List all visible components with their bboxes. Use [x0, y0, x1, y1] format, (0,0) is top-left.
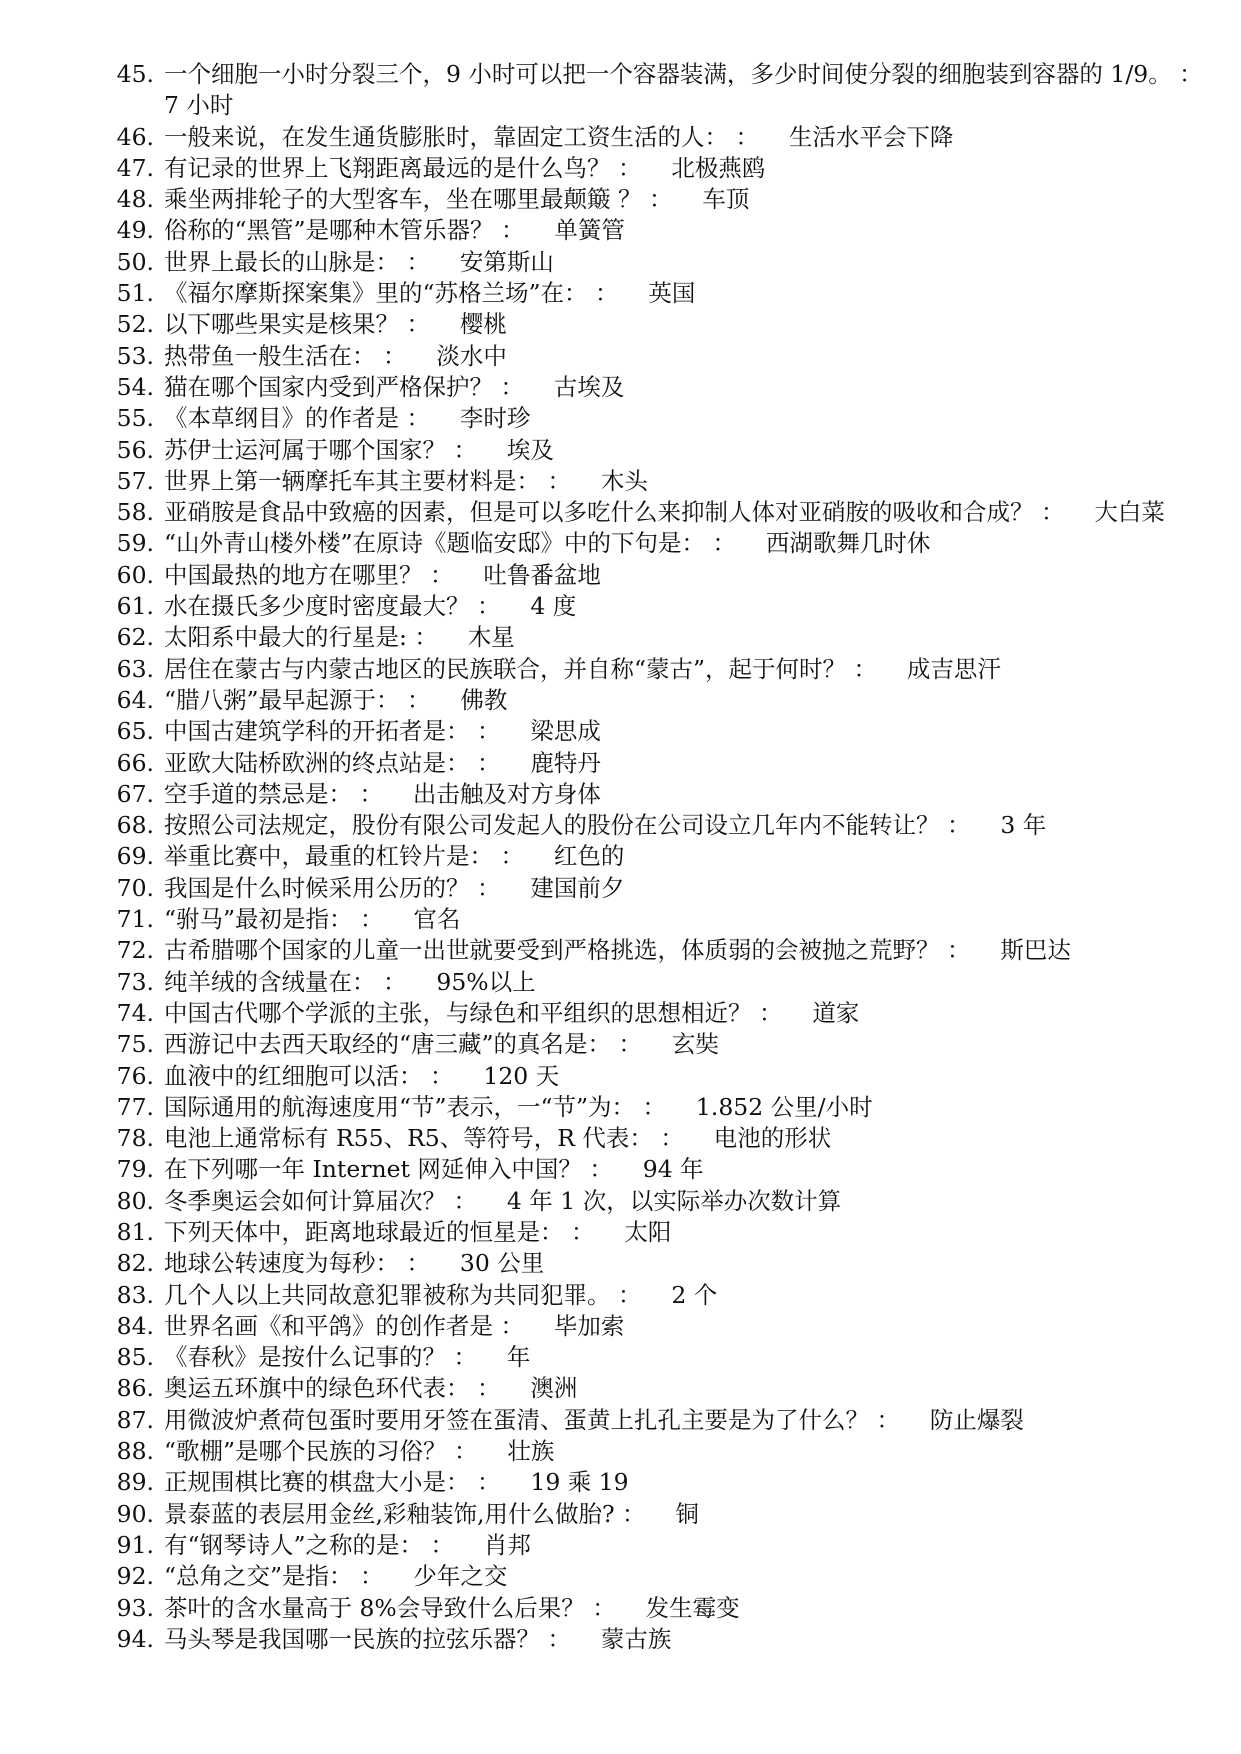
question-text: 苏伊士运河属于哪个国家？ ：	[164, 435, 477, 464]
answer-text: 发生霉变	[645, 1593, 740, 1622]
answer-text: 太阳	[624, 1217, 672, 1246]
answer-text: 壮族	[507, 1437, 555, 1466]
question-text: 热带鱼一般生活在： ：	[164, 341, 407, 370]
item-number: 92.	[116, 1562, 154, 1591]
item-text	[164, 1248, 1210, 1279]
quiz-item	[100, 497, 1210, 528]
answer-text: 毕加索	[553, 1311, 625, 1340]
item-number: 47.	[116, 153, 154, 182]
quiz-item	[100, 59, 1210, 122]
quiz-item	[100, 1342, 1210, 1373]
question-text: 下列天体中，距离地球最近的恒星是： ：	[164, 1217, 595, 1246]
question-text: 世界名画《和平鸽》的创作者是 ：	[164, 1311, 524, 1340]
quiz-item	[100, 591, 1210, 622]
quiz-item	[100, 403, 1210, 434]
answer-text: 单簧管	[554, 216, 625, 245]
item-text	[164, 779, 1210, 810]
question-text: 以下哪些果实是核果？ ：	[164, 310, 430, 339]
question-text: 几个人以上共同故意犯罪被称为共同犯罪。 ：	[164, 1280, 642, 1309]
item-number: 66.	[116, 748, 154, 777]
question-text: 我国是什么时候采用公历的？ ：	[164, 873, 501, 902]
quiz-item	[100, 278, 1210, 309]
item-number: 87.	[116, 1405, 154, 1434]
item-number: 94.	[116, 1624, 154, 1653]
item-text	[164, 998, 1210, 1029]
quiz-item	[100, 122, 1210, 153]
answer-text: 7 小时	[164, 91, 234, 120]
answer-text: 吐鲁番盆地	[483, 560, 601, 589]
question-text: 西游记中去西天取经的“唐三藏”的真名是： ：	[164, 1030, 642, 1059]
item-number: 73.	[116, 967, 154, 996]
answer-text: 肖邦	[483, 1530, 531, 1559]
quiz-item	[100, 841, 1210, 872]
item-number: 46.	[116, 122, 154, 151]
item-text	[164, 935, 1210, 966]
quiz-item	[100, 748, 1210, 779]
item-number: 45.	[116, 60, 154, 88]
item-number: 51.	[116, 279, 154, 308]
answer-text: 成吉思汗	[906, 654, 1001, 683]
answer-text: 安第斯山	[459, 247, 554, 276]
quiz-item	[100, 560, 1210, 591]
quiz-item	[100, 1029, 1210, 1060]
quiz-item	[100, 309, 1210, 340]
answer-text: 车顶	[702, 185, 750, 214]
answer-text: 建国前夕	[530, 873, 625, 902]
quiz-item	[100, 1280, 1210, 1311]
quiz-item	[100, 998, 1210, 1029]
item-number: 70.	[116, 873, 154, 902]
item-text	[164, 1186, 1210, 1217]
item-number: 63.	[116, 654, 154, 683]
item-number: 89.	[116, 1468, 154, 1497]
question-text: 地球公转速度为每秒： ：	[164, 1249, 430, 1278]
answer-text: 铜	[675, 1499, 699, 1528]
answer-text: 淡水中	[436, 341, 507, 370]
item-text	[164, 435, 1210, 466]
item-number: 68.	[116, 811, 154, 840]
item-number: 86.	[116, 1374, 154, 1403]
item-number: 83.	[116, 1280, 154, 1309]
item-text	[164, 873, 1210, 904]
item-number: 82.	[116, 1249, 154, 1278]
item-text	[164, 748, 1210, 779]
item-text	[164, 685, 1210, 716]
question-text: 空手道的禁忌是： ：	[164, 779, 383, 808]
item-number: 81.	[116, 1217, 154, 1246]
item-text	[164, 528, 1210, 559]
question-text: “驸马”最初是指： ：	[164, 905, 384, 934]
item-text	[164, 654, 1210, 685]
item-number: 57.	[116, 466, 154, 495]
quiz-item	[100, 810, 1210, 841]
question-text: 《本草纲目》的作者是 ：	[164, 404, 430, 433]
item-number: 76.	[116, 1061, 154, 1090]
item-text	[164, 215, 1210, 246]
quiz-item	[100, 873, 1210, 904]
quiz-item	[100, 622, 1210, 653]
question-text: 俗称的“黑管”是哪种木管乐器？ ：	[164, 216, 525, 245]
quiz-item	[100, 1311, 1210, 1342]
item-number: 69.	[116, 842, 154, 871]
item-number: 74.	[116, 998, 154, 1027]
item-number: 78.	[116, 1124, 154, 1153]
question-text: 太阳系中最大的行星是: ：	[164, 623, 438, 652]
quiz-item	[100, 1154, 1210, 1185]
question-text: 奥运五环旗中的绿色环代表： ：	[164, 1374, 501, 1403]
answer-text: 梁思成	[530, 717, 601, 746]
quiz-item	[100, 1248, 1210, 1279]
quiz-item	[100, 215, 1210, 246]
question-text: 有记录的世界上飞翔距离最远的是什么鸟？ ：	[164, 153, 642, 182]
question-text: 世界上第一辆摩托车其主要材料是： ：	[164, 466, 571, 495]
answer-text: 生活水平会下降	[788, 122, 954, 151]
item-number: 84.	[116, 1311, 154, 1340]
answer-text: 电池的形状	[713, 1124, 832, 1153]
quiz-item	[100, 1624, 1210, 1655]
answer-text: 红色的	[553, 842, 625, 871]
item-number: 52.	[116, 310, 154, 339]
quiz-item	[100, 654, 1210, 685]
question-text: 乘坐两排轮子的大型客车，坐在哪里最颠簸 ？ ：	[164, 185, 673, 214]
item-text	[164, 1405, 1210, 1436]
item-number: 48.	[116, 185, 154, 214]
answer-text: 斯巴达	[1000, 936, 1071, 965]
item-text	[164, 1530, 1210, 1561]
question-text: “山外青山楼外楼”在原诗《题临安邸》中的下句是： ：	[164, 529, 736, 558]
quiz-item	[100, 967, 1210, 998]
item-number: 54.	[116, 372, 154, 401]
question-text: 用微波炉煮荷包蛋时要用牙签在蛋清、蛋黄上扎孔主要是为了什么？ ：	[164, 1405, 900, 1434]
item-text	[164, 1342, 1210, 1373]
quiz-item	[100, 1405, 1210, 1436]
question-text: 居住在蒙古与内蒙古地区的民族联合，并自称“蒙古”，起于何时？ ：	[164, 654, 877, 683]
item-number: 64.	[116, 685, 154, 714]
answer-text: 玄奘	[671, 1030, 719, 1059]
answer-text: 出击触及对方身体	[412, 779, 601, 808]
answer-text: 4 度	[530, 592, 577, 621]
answer-text: 3 年	[1000, 811, 1047, 840]
quiz-item	[100, 1530, 1210, 1561]
question-text: 中国古代哪个学派的主张，与绿色和平组织的思想相近？ ：	[164, 998, 783, 1027]
item-text	[164, 1499, 1210, 1530]
quiz-item	[100, 1467, 1210, 1498]
answer-text: 94 年	[642, 1155, 704, 1184]
question-text: 水在摄氏多少度时密度最大？ ：	[164, 592, 501, 621]
question-text: 猫在哪个国家内受到严格保护？ ：	[164, 372, 524, 401]
answer-text: 鹿特丹	[530, 748, 601, 777]
answer-text: 道家	[812, 998, 860, 1027]
answer-text: 古埃及	[553, 372, 625, 401]
answer-text: 防止爆裂	[929, 1405, 1024, 1434]
answer-text: 澳洲	[530, 1374, 578, 1403]
quiz-item	[100, 1123, 1210, 1154]
answer-text: 木星	[467, 623, 515, 652]
item-number: 72.	[116, 936, 154, 965]
item-text	[164, 1373, 1210, 1404]
quiz-item	[100, 779, 1210, 810]
question-text: 世界上最长的山脉是： ：	[164, 247, 430, 276]
answer-text: 大白菜	[1094, 498, 1165, 527]
item-text	[164, 1280, 1210, 1311]
answer-text: 少年之交	[413, 1562, 508, 1591]
question-text: 血液中的红细胞可以活： ：	[164, 1061, 454, 1090]
question-text: 电池上通常标有 R55、R5、等符号，R 代表： ：	[164, 1124, 684, 1153]
item-text	[164, 716, 1210, 747]
answer-text: 蒙古族	[600, 1624, 672, 1653]
question-text: 景泰蓝的表层用金丝,彩釉装饰,用什么做胎? ：	[164, 1499, 646, 1528]
quiz-item	[100, 528, 1210, 559]
item-number: 50.	[116, 247, 154, 276]
item-text	[164, 1624, 1210, 1655]
item-number: 59.	[116, 529, 154, 558]
item-text	[164, 153, 1210, 184]
question-text: 马头琴是我国哪一民族的拉弦乐器？ ：	[164, 1624, 571, 1653]
question-text: 亚欧大陆桥欧洲的终点站是： ：	[164, 748, 501, 777]
answer-text: 2 个	[671, 1280, 718, 1309]
item-number: 55.	[116, 404, 154, 433]
quiz-item	[100, 1061, 1210, 1092]
item-text	[164, 1436, 1210, 1467]
item-text	[164, 497, 1210, 528]
item-number: 77.	[116, 1092, 154, 1121]
item-text	[164, 622, 1210, 653]
answer-text: 英国	[648, 279, 696, 308]
item-number: 79.	[116, 1155, 154, 1184]
quiz-item	[100, 1092, 1210, 1123]
answer-text: 李时珍	[459, 404, 531, 433]
item-text	[164, 247, 1210, 278]
item-text	[164, 466, 1210, 497]
item-text	[164, 1561, 1210, 1592]
answer-text: 120 天	[483, 1061, 560, 1090]
item-number: 80.	[116, 1186, 154, 1215]
question-text: 古希腊哪个国家的儿童一出世就要受到严格挑选，体质弱的会被抛之荒野？ ：	[164, 936, 971, 965]
answer-text: 年	[506, 1343, 531, 1372]
answer-text: 4 年 1 次，以实际举办次数计算	[506, 1186, 842, 1215]
answer-text: 北极燕鸥	[671, 153, 766, 182]
quiz-list	[100, 59, 1210, 1655]
item-text	[164, 1092, 1210, 1123]
item-number: 60.	[116, 560, 154, 589]
quiz-item	[100, 247, 1210, 278]
question-text: 《春秋》是按什么记事的？ ：	[164, 1343, 477, 1372]
quiz-item	[100, 372, 1210, 403]
item-text	[164, 1061, 1210, 1092]
quiz-item	[100, 1186, 1210, 1217]
item-text	[164, 59, 1210, 122]
question-text: 亚硝胺是食品中致癌的因素，但是可以多吃什么来抑制人体对亚硝胺的吸收和合成？ ：	[164, 498, 1065, 527]
item-text	[164, 1467, 1210, 1498]
quiz-item	[100, 341, 1210, 372]
question-text: “总角之交”是指： ：	[164, 1562, 384, 1591]
item-number: 85.	[116, 1343, 154, 1372]
answer-text: 30 公里	[459, 1249, 545, 1278]
item-text	[164, 1311, 1210, 1342]
item-text	[164, 403, 1210, 434]
quiz-item	[100, 1217, 1210, 1248]
answer-text: 埃及	[506, 435, 554, 464]
item-number: 53.	[116, 341, 154, 370]
item-text	[164, 278, 1210, 309]
quiz-item	[100, 466, 1210, 497]
question-text: 一个细胞一小时分裂三个，9 小时可以把一个容器装满，多少时间使分裂的细胞装到容器的 1/9。 ：	[164, 60, 1203, 88]
answer-text: 木头	[600, 466, 648, 495]
item-text	[164, 560, 1210, 591]
question-text: 有“钢琴诗人”之称的是： ：	[164, 1530, 454, 1559]
item-number: 58.	[116, 498, 154, 527]
question-text: 茶叶的含水量高于 8%会导致什么后果？ ：	[164, 1593, 616, 1622]
item-text	[164, 1154, 1210, 1185]
quiz-item	[100, 685, 1210, 716]
quiz-item	[100, 435, 1210, 466]
quiz-item	[100, 935, 1210, 966]
item-number: 90.	[116, 1499, 154, 1528]
item-text	[164, 810, 1210, 841]
item-text	[164, 1029, 1210, 1060]
question-text: “腊八粥”最早起源于： ：	[164, 685, 431, 714]
item-number: 65.	[116, 717, 154, 746]
quiz-item	[100, 1561, 1210, 1592]
item-number: 91.	[116, 1530, 154, 1559]
question-text: 举重比赛中，最重的杠铃片是： ：	[164, 842, 524, 871]
item-number: 56.	[116, 435, 154, 464]
quiz-item	[100, 1436, 1210, 1467]
answer-text: 19 乘 19	[530, 1468, 629, 1497]
answer-text: 官名	[413, 905, 461, 934]
question-text: 国际通用的航海速度用“节”表示，一“节”为： ：	[164, 1092, 667, 1121]
quiz-item	[100, 1499, 1210, 1530]
item-text	[164, 967, 1210, 998]
item-text	[164, 309, 1210, 340]
answer-text: 95%以上	[436, 967, 536, 996]
question-text: 一般来说，在发生通货膨胀时，靠固定工资生活的人： ：	[164, 122, 759, 151]
question-text: 《福尔摩斯探案集》里的“苏格兰场”在： ：	[164, 279, 619, 308]
item-number: 62.	[116, 623, 154, 652]
quiz-item	[100, 1373, 1210, 1404]
question-text: 正规围棋比赛的棋盘大小是： ：	[164, 1468, 501, 1497]
question-text: 冬季奥运会如何计算届次？ ：	[164, 1186, 477, 1215]
item-text	[164, 904, 1210, 935]
item-text	[164, 841, 1210, 872]
item-text	[164, 591, 1210, 622]
item-number: 93.	[116, 1593, 154, 1622]
item-text	[164, 1217, 1210, 1248]
quiz-item	[100, 153, 1210, 184]
answer-text: 西湖歌舞几时休	[765, 529, 931, 558]
item-text	[164, 1593, 1210, 1624]
quiz-item	[100, 904, 1210, 935]
quiz-item	[100, 1593, 1210, 1624]
item-text	[164, 122, 1210, 153]
item-number: 71.	[116, 905, 154, 934]
answer-text: 佛教	[460, 685, 508, 714]
item-number: 88.	[116, 1437, 154, 1466]
answer-text: 樱桃	[459, 310, 507, 339]
item-number: 75.	[116, 1030, 154, 1059]
item-text	[164, 341, 1210, 372]
answer-text: 1.852 公里/小时	[695, 1092, 873, 1121]
question-text: 在下列哪一年 Internet 网延伸入中国？ ：	[164, 1155, 613, 1184]
item-text	[164, 372, 1210, 403]
item-number: 61.	[116, 592, 154, 621]
question-text: 纯羊绒的含绒量在： ：	[164, 967, 407, 996]
item-text	[164, 1123, 1210, 1154]
question-text: “歌棚”是哪个民族的习俗？ ：	[164, 1437, 478, 1466]
quiz-item	[100, 716, 1210, 747]
item-number: 67.	[116, 779, 154, 808]
question-text: 中国古建筑学科的开拓者是： ：	[164, 717, 501, 746]
quiz-item	[100, 184, 1210, 215]
question-text: 按照公司法规定，股份有限公司发起人的股份在公司设立几年内不能转让？ ：	[164, 811, 971, 840]
item-number: 49.	[116, 216, 154, 245]
question-text: 中国最热的地方在哪里？ ：	[164, 560, 454, 589]
item-text	[164, 184, 1210, 215]
